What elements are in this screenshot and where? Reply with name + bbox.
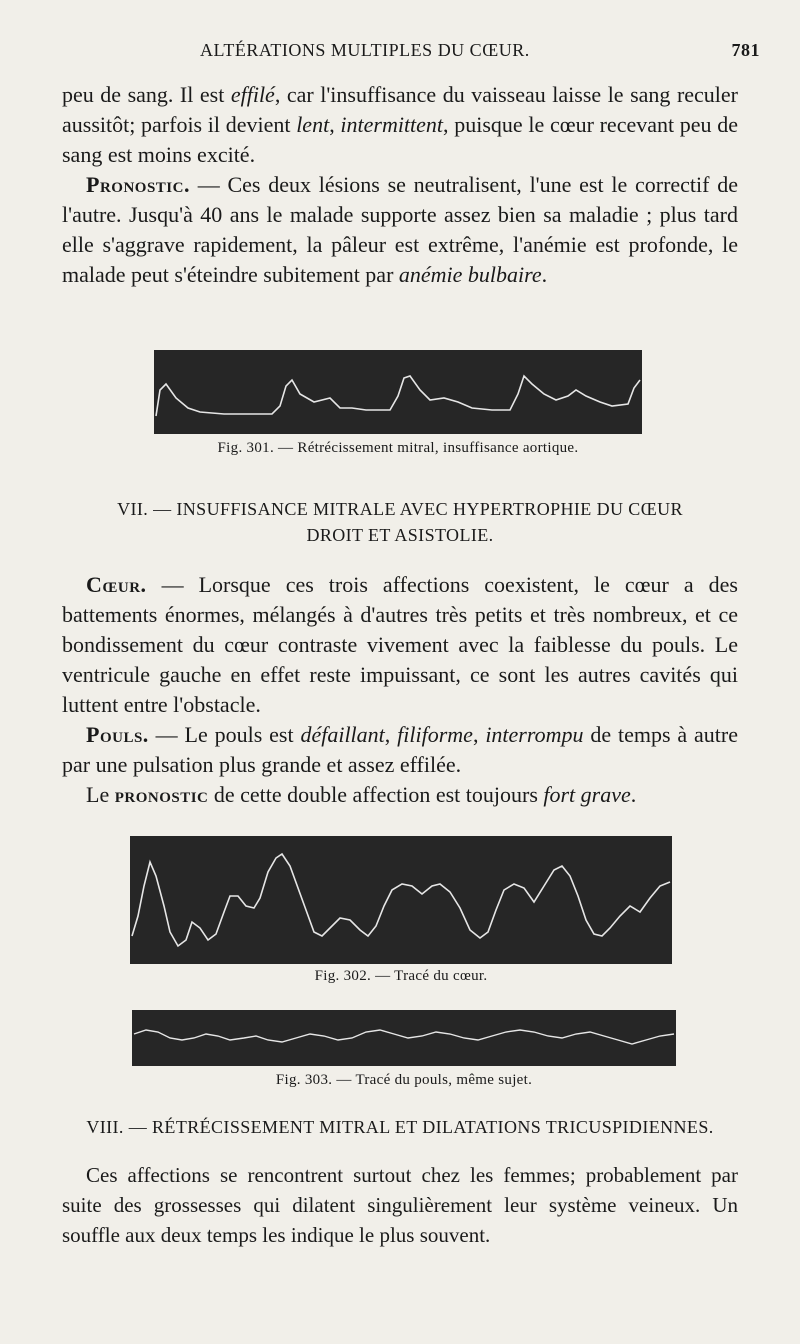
paragraph-pronostic-vii: Le pronostic de cette double affection est toujours fort grave. (86, 782, 637, 807)
figure-302-trace (130, 836, 672, 964)
figure-302-caption: Fig. 302. — Tracé du cœur. (314, 968, 488, 984)
paragraph-coeur: Cœur. — Lorsque ces trois affections coexistent, le cœur a des battements énormes, mélangés à d'autres très petits et très nombreux, et ce bondissement du cœur contraste vivement avec la faiblesse du pouls. Le ventricule gauche en effet reste impuissant, ce sont les autres cavités qui luttent entre l'obstacle. (62, 572, 738, 717)
figure-303-caption: Fig. 303. — Tracé du pouls, même sujet. (275, 1072, 533, 1088)
page-number: 781 (731, 40, 760, 60)
figure-301-trace (154, 350, 642, 434)
figure-301-caption: Fig. 301. — Rétrécissement mitral, insuffisance aortique. (217, 440, 579, 456)
paragraph-continued: peu de sang. Il est effilé, car l'insuffisance du vaisseau laisse le sang reculer aussitôt; parfois il devient lent, intermittent, puisque le cœur recevant peu de sang est moins excité. (62, 82, 739, 167)
running-title: ALTÉRATIONS MULTIPLES DU CŒUR. (200, 40, 530, 60)
pulse-trace-301 (154, 350, 642, 434)
paragraph-section-viii: Ces affections se rencontrent surtout chez les femmes; probablement par suite des grossesses qui dilatent singulièrement leur système veineux. Un souffle aux deux temps les indique le plus souvent. (62, 1163, 738, 1247)
text-block-top (62, 80, 738, 290)
paragraph-pronostic: Pronostic. — Ces deux lésions se neutralisent, l'une est le correctif de l'autre. Jusqu'à 40 ans le malade supporte assez bien sa maladie ; plus tard elle s'aggrave rapidement, la pâleur est extrême, l'anémie est profonde, le malade peut s'éteindre subitement par anémie bulbaire. (62, 172, 738, 287)
text-block-section-vii (62, 570, 738, 810)
section-vii-heading: VII. — INSUFFISANCE MITRALE AVEC HYPERTROPHIE DU CŒUR DROIT ET ASISTOLIE. (117, 499, 683, 545)
figure-303-trace (132, 1010, 676, 1066)
paragraph-pouls: Pouls. — Le pouls est défaillant, filiforme, interrompu de temps à autre par une pulsation plus grande et assez effilée. (62, 722, 739, 777)
heart-trace-302 (130, 836, 672, 964)
pulse-trace-303 (132, 1010, 676, 1066)
section-viii-heading: VIII. — RÉTRÉCISSEMENT MITRAL ET DILATATIONS TRICUSPIDIENNES. (86, 1117, 714, 1137)
text-block-section-viii (62, 1160, 738, 1250)
